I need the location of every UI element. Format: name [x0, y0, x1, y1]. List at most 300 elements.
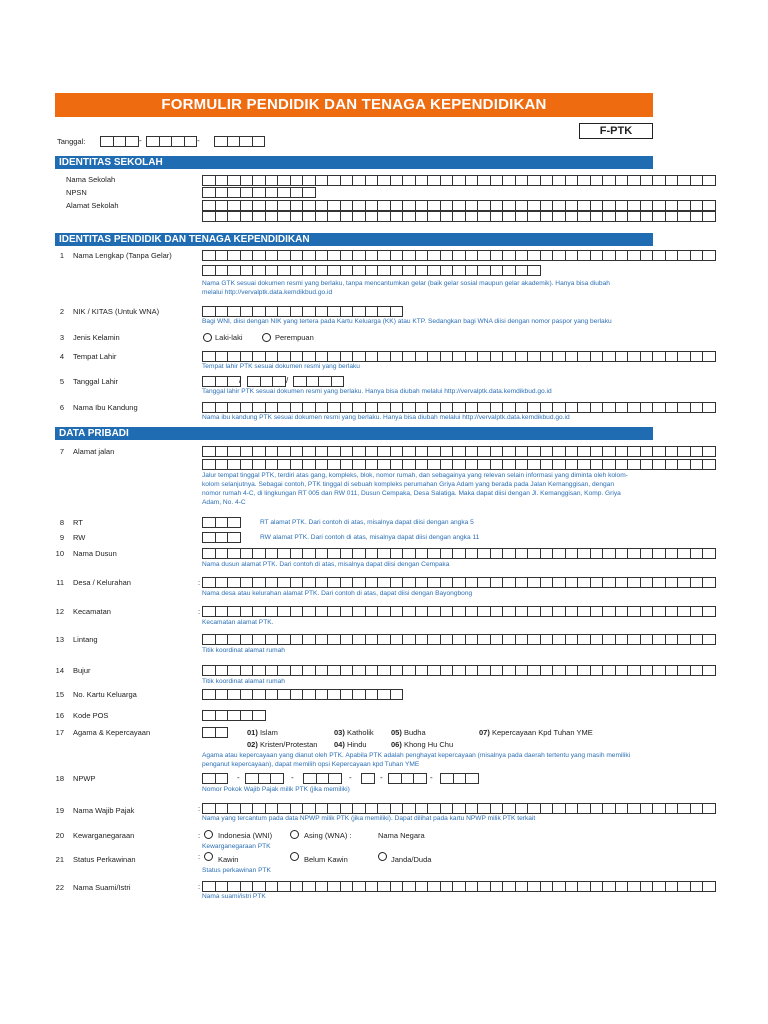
- char-box[interactable]: [652, 606, 666, 617]
- char-box[interactable]: [665, 250, 679, 261]
- char-box[interactable]: [640, 548, 654, 559]
- char-box[interactable]: [502, 402, 516, 413]
- char-box[interactable]: [327, 459, 341, 470]
- char-box[interactable]: [352, 548, 366, 559]
- char-box[interactable]: [415, 211, 429, 222]
- char-box[interactable]: [377, 634, 391, 645]
- radio-kawin[interactable]: [204, 852, 213, 861]
- char-box[interactable]: [477, 446, 491, 457]
- char-box[interactable]: [465, 773, 479, 784]
- char-box[interactable]: [390, 265, 404, 276]
- char-box[interactable]: [440, 606, 454, 617]
- char-box[interactable]: [365, 606, 379, 617]
- char-box[interactable]: [302, 689, 316, 700]
- char-box[interactable]: [577, 881, 591, 892]
- char-box[interactable]: [652, 200, 666, 211]
- char-box[interactable]: [540, 803, 554, 814]
- char-box[interactable]: [440, 402, 454, 413]
- char-box[interactable]: [515, 803, 529, 814]
- tgl-lahir-year-boxes[interactable]: [293, 376, 344, 387]
- char-box[interactable]: [640, 402, 654, 413]
- char-box[interactable]: [265, 548, 279, 559]
- char-box[interactable]: [252, 881, 266, 892]
- char-box[interactable]: [290, 265, 304, 276]
- char-box[interactable]: [215, 351, 229, 362]
- char-box[interactable]: [540, 606, 554, 617]
- char-box[interactable]: [290, 351, 304, 362]
- char-box[interactable]: [515, 402, 529, 413]
- char-box[interactable]: [652, 175, 666, 186]
- char-box[interactable]: [215, 306, 229, 317]
- char-box[interactable]: [677, 446, 691, 457]
- char-box[interactable]: [365, 351, 379, 362]
- char-box[interactable]: [427, 265, 441, 276]
- char-box[interactable]: [602, 200, 616, 211]
- char-box[interactable]: [202, 881, 216, 892]
- char-box[interactable]: [540, 351, 554, 362]
- char-box[interactable]: [265, 200, 279, 211]
- char-box[interactable]: [302, 803, 316, 814]
- char-box[interactable]: [415, 250, 429, 261]
- char-box[interactable]: [602, 634, 616, 645]
- desa-boxes[interactable]: [202, 577, 716, 588]
- tempat-lahir-boxes[interactable]: [202, 351, 716, 362]
- char-box[interactable]: [477, 402, 491, 413]
- char-box[interactable]: [365, 265, 379, 276]
- char-box[interactable]: [252, 136, 266, 147]
- char-box[interactable]: [590, 459, 604, 470]
- char-box[interactable]: [377, 250, 391, 261]
- char-box[interactable]: [402, 634, 416, 645]
- char-box[interactable]: [690, 211, 704, 222]
- char-box[interactable]: [377, 577, 391, 588]
- char-box[interactable]: [627, 606, 641, 617]
- char-box[interactable]: [452, 548, 466, 559]
- char-box[interactable]: [490, 265, 504, 276]
- char-box[interactable]: [227, 517, 241, 528]
- char-box[interactable]: [502, 803, 516, 814]
- char-box[interactable]: [402, 265, 416, 276]
- char-box[interactable]: [277, 606, 291, 617]
- char-box[interactable]: [315, 606, 329, 617]
- char-box[interactable]: [452, 250, 466, 261]
- char-box[interactable]: [240, 710, 254, 721]
- char-box[interactable]: [615, 402, 629, 413]
- char-box[interactable]: [702, 211, 716, 222]
- char-box[interactable]: [615, 548, 629, 559]
- char-box[interactable]: [502, 606, 516, 617]
- radio-wna[interactable]: [290, 830, 299, 839]
- char-box[interactable]: [665, 881, 679, 892]
- char-box[interactable]: [427, 351, 441, 362]
- char-box[interactable]: [477, 351, 491, 362]
- char-box[interactable]: [265, 402, 279, 413]
- char-box[interactable]: [318, 376, 332, 387]
- char-box[interactable]: [552, 200, 566, 211]
- char-box[interactable]: [215, 459, 229, 470]
- char-box[interactable]: [552, 548, 566, 559]
- char-box[interactable]: [552, 402, 566, 413]
- npwp-boxes-3[interactable]: [303, 773, 342, 784]
- char-box[interactable]: [415, 175, 429, 186]
- char-box[interactable]: [331, 376, 345, 387]
- char-box[interactable]: [290, 689, 304, 700]
- char-box[interactable]: [465, 606, 479, 617]
- char-box[interactable]: [215, 577, 229, 588]
- char-box[interactable]: [427, 402, 441, 413]
- char-box[interactable]: [390, 881, 404, 892]
- char-box[interactable]: [465, 200, 479, 211]
- char-box[interactable]: [477, 459, 491, 470]
- char-box[interactable]: [640, 446, 654, 457]
- char-box[interactable]: [440, 265, 454, 276]
- char-box[interactable]: [602, 446, 616, 457]
- char-box[interactable]: [590, 606, 604, 617]
- char-box[interactable]: [552, 351, 566, 362]
- char-box[interactable]: [215, 250, 229, 261]
- char-box[interactable]: [577, 665, 591, 676]
- char-box[interactable]: [465, 175, 479, 186]
- char-box[interactable]: [240, 459, 254, 470]
- char-box[interactable]: [202, 265, 216, 276]
- char-box[interactable]: [352, 881, 366, 892]
- char-box[interactable]: [390, 689, 404, 700]
- char-box[interactable]: [277, 548, 291, 559]
- char-box[interactable]: [577, 459, 591, 470]
- char-box[interactable]: [215, 200, 229, 211]
- char-box[interactable]: [327, 211, 341, 222]
- char-box[interactable]: [340, 548, 354, 559]
- char-box[interactable]: [202, 606, 216, 617]
- char-box[interactable]: [540, 175, 554, 186]
- char-box[interactable]: [365, 459, 379, 470]
- char-box[interactable]: [302, 306, 316, 317]
- char-box[interactable]: [413, 773, 427, 784]
- char-box[interactable]: [590, 665, 604, 676]
- char-box[interactable]: [277, 803, 291, 814]
- char-box[interactable]: [665, 200, 679, 211]
- char-box[interactable]: [665, 402, 679, 413]
- char-box[interactable]: [477, 577, 491, 588]
- char-box[interactable]: [502, 881, 516, 892]
- char-box[interactable]: [327, 881, 341, 892]
- char-box[interactable]: [690, 402, 704, 413]
- char-box[interactable]: [277, 200, 291, 211]
- char-box[interactable]: [302, 665, 316, 676]
- char-box[interactable]: [265, 175, 279, 186]
- char-box[interactable]: [365, 548, 379, 559]
- char-box[interactable]: [652, 881, 666, 892]
- char-box[interactable]: [677, 200, 691, 211]
- kecamatan-boxes[interactable]: [202, 606, 716, 617]
- char-box[interactable]: [240, 402, 254, 413]
- char-box[interactable]: [665, 665, 679, 676]
- char-box[interactable]: [390, 200, 404, 211]
- char-box[interactable]: [365, 803, 379, 814]
- char-box[interactable]: [427, 250, 441, 261]
- npwp-boxes-1[interactable]: [202, 773, 228, 784]
- char-box[interactable]: [615, 665, 629, 676]
- tgl-lahir-day-boxes[interactable]: [202, 376, 241, 387]
- char-box[interactable]: [290, 577, 304, 588]
- char-box[interactable]: [490, 634, 504, 645]
- char-box[interactable]: [652, 402, 666, 413]
- char-box[interactable]: [515, 548, 529, 559]
- char-box[interactable]: [465, 459, 479, 470]
- char-box[interactable]: [615, 634, 629, 645]
- char-box[interactable]: [690, 634, 704, 645]
- char-box[interactable]: [502, 265, 516, 276]
- char-box[interactable]: [452, 265, 466, 276]
- char-box[interactable]: [302, 351, 316, 362]
- char-box[interactable]: [527, 211, 541, 222]
- char-box[interactable]: [702, 459, 716, 470]
- char-box[interactable]: [702, 577, 716, 588]
- char-box[interactable]: [125, 136, 139, 147]
- char-box[interactable]: [477, 211, 491, 222]
- char-box[interactable]: [202, 376, 216, 387]
- char-box[interactable]: [453, 773, 467, 784]
- char-box[interactable]: [277, 306, 291, 317]
- char-box[interactable]: [365, 446, 379, 457]
- char-box[interactable]: [290, 548, 304, 559]
- char-box[interactable]: [265, 211, 279, 222]
- char-box[interactable]: [590, 577, 604, 588]
- char-box[interactable]: [277, 459, 291, 470]
- radio-janda-duda[interactable]: [378, 852, 387, 861]
- char-box[interactable]: [352, 606, 366, 617]
- char-box[interactable]: [452, 881, 466, 892]
- char-box[interactable]: [590, 634, 604, 645]
- char-box[interactable]: [402, 211, 416, 222]
- char-box[interactable]: [277, 265, 291, 276]
- char-box[interactable]: [365, 634, 379, 645]
- char-box[interactable]: [515, 446, 529, 457]
- char-box[interactable]: [527, 459, 541, 470]
- char-box[interactable]: [590, 402, 604, 413]
- char-box[interactable]: [515, 577, 529, 588]
- char-box[interactable]: [202, 175, 216, 186]
- char-box[interactable]: [215, 532, 229, 543]
- char-box[interactable]: [515, 606, 529, 617]
- char-box[interactable]: [227, 548, 241, 559]
- char-box[interactable]: [515, 250, 529, 261]
- char-box[interactable]: [577, 577, 591, 588]
- char-box[interactable]: [402, 200, 416, 211]
- char-box[interactable]: [227, 175, 241, 186]
- char-box[interactable]: [602, 175, 616, 186]
- char-box[interactable]: [365, 881, 379, 892]
- char-box[interactable]: [265, 689, 279, 700]
- char-box[interactable]: [540, 446, 554, 457]
- char-box[interactable]: [302, 634, 316, 645]
- npsn-boxes[interactable]: [202, 187, 316, 198]
- char-box[interactable]: [252, 265, 266, 276]
- char-box[interactable]: [202, 665, 216, 676]
- char-box[interactable]: [240, 548, 254, 559]
- char-box[interactable]: [415, 351, 429, 362]
- char-box[interactable]: [402, 577, 416, 588]
- char-box[interactable]: [252, 187, 266, 198]
- char-box[interactable]: [515, 211, 529, 222]
- char-box[interactable]: [690, 446, 704, 457]
- nama-dusun-boxes[interactable]: [202, 548, 716, 559]
- char-box[interactable]: [565, 211, 579, 222]
- char-box[interactable]: [290, 200, 304, 211]
- tgl-lahir-month-boxes[interactable]: [247, 376, 289, 387]
- char-box[interactable]: [502, 548, 516, 559]
- char-box[interactable]: [240, 689, 254, 700]
- char-box[interactable]: [215, 606, 229, 617]
- char-box[interactable]: [615, 175, 629, 186]
- char-box[interactable]: [365, 689, 379, 700]
- char-box[interactable]: [327, 265, 341, 276]
- char-box[interactable]: [215, 446, 229, 457]
- char-box[interactable]: [227, 577, 241, 588]
- lintang-boxes[interactable]: [202, 634, 716, 645]
- char-box[interactable]: [502, 577, 516, 588]
- char-box[interactable]: [202, 250, 216, 261]
- char-box[interactable]: [515, 200, 529, 211]
- nama-ibu-boxes[interactable]: [202, 402, 716, 413]
- char-box[interactable]: [615, 211, 629, 222]
- char-box[interactable]: [315, 306, 329, 317]
- char-box[interactable]: [202, 803, 216, 814]
- char-box[interactable]: [390, 402, 404, 413]
- char-box[interactable]: [390, 459, 404, 470]
- char-box[interactable]: [293, 376, 307, 387]
- char-box[interactable]: [265, 634, 279, 645]
- char-box[interactable]: [552, 881, 566, 892]
- char-box[interactable]: [452, 351, 466, 362]
- char-box[interactable]: [527, 402, 541, 413]
- char-box[interactable]: [627, 548, 641, 559]
- char-box[interactable]: [502, 211, 516, 222]
- char-box[interactable]: [465, 577, 479, 588]
- char-box[interactable]: [340, 306, 354, 317]
- char-box[interactable]: [640, 459, 654, 470]
- char-box[interactable]: [490, 211, 504, 222]
- char-box[interactable]: [702, 548, 716, 559]
- char-box[interactable]: [340, 250, 354, 261]
- char-box[interactable]: [252, 634, 266, 645]
- char-box[interactable]: [214, 136, 228, 147]
- char-box[interactable]: [490, 577, 504, 588]
- char-box[interactable]: [577, 606, 591, 617]
- char-box[interactable]: [440, 446, 454, 457]
- char-box[interactable]: [415, 265, 429, 276]
- char-box[interactable]: [377, 459, 391, 470]
- char-box[interactable]: [452, 665, 466, 676]
- char-box[interactable]: [440, 548, 454, 559]
- char-box[interactable]: [252, 606, 266, 617]
- char-box[interactable]: [415, 402, 429, 413]
- char-box[interactable]: [527, 175, 541, 186]
- char-box[interactable]: [665, 634, 679, 645]
- char-box[interactable]: [215, 881, 229, 892]
- char-box[interactable]: [615, 250, 629, 261]
- bujur-boxes[interactable]: [202, 665, 716, 676]
- char-box[interactable]: [315, 881, 329, 892]
- char-box[interactable]: [552, 803, 566, 814]
- char-box[interactable]: [565, 606, 579, 617]
- char-box[interactable]: [702, 606, 716, 617]
- char-box[interactable]: [302, 402, 316, 413]
- char-box[interactable]: [340, 803, 354, 814]
- char-box[interactable]: [390, 175, 404, 186]
- char-box[interactable]: [290, 634, 304, 645]
- char-box[interactable]: [677, 250, 691, 261]
- char-box[interactable]: [302, 548, 316, 559]
- nama-wajib-pajak-boxes[interactable]: [202, 803, 716, 814]
- char-box[interactable]: [440, 665, 454, 676]
- tanggal-day-boxes[interactable]: [100, 136, 139, 147]
- char-box[interactable]: [602, 211, 616, 222]
- char-box[interactable]: [627, 577, 641, 588]
- char-box[interactable]: [552, 577, 566, 588]
- char-box[interactable]: [577, 250, 591, 261]
- char-box[interactable]: [690, 175, 704, 186]
- char-box[interactable]: [327, 548, 341, 559]
- nama-lengkap-boxes-1[interactable]: [202, 250, 716, 261]
- char-box[interactable]: [227, 187, 241, 198]
- char-box[interactable]: [702, 351, 716, 362]
- char-box[interactable]: [577, 634, 591, 645]
- char-box[interactable]: [252, 803, 266, 814]
- char-box[interactable]: [465, 881, 479, 892]
- char-box[interactable]: [315, 200, 329, 211]
- nik-boxes[interactable]: [202, 306, 403, 317]
- char-box[interactable]: [527, 577, 541, 588]
- char-box[interactable]: [565, 665, 579, 676]
- char-box[interactable]: [690, 881, 704, 892]
- char-box[interactable]: [477, 265, 491, 276]
- char-box[interactable]: [340, 689, 354, 700]
- char-box[interactable]: [490, 175, 504, 186]
- char-box[interactable]: [415, 200, 429, 211]
- char-box[interactable]: [602, 351, 616, 362]
- char-box[interactable]: [440, 211, 454, 222]
- char-box[interactable]: [327, 446, 341, 457]
- char-box[interactable]: [215, 689, 229, 700]
- rt-boxes[interactable]: [202, 517, 241, 528]
- char-box[interactable]: [702, 634, 716, 645]
- char-box[interactable]: [652, 577, 666, 588]
- char-box[interactable]: [227, 211, 241, 222]
- char-box[interactable]: [365, 402, 379, 413]
- char-box[interactable]: [202, 459, 216, 470]
- char-box[interactable]: [502, 665, 516, 676]
- char-box[interactable]: [502, 200, 516, 211]
- alamat-sekolah-boxes-1[interactable]: [202, 200, 716, 211]
- char-box[interactable]: [502, 459, 516, 470]
- char-box[interactable]: [615, 881, 629, 892]
- char-box[interactable]: [552, 175, 566, 186]
- char-box[interactable]: [365, 250, 379, 261]
- char-box[interactable]: [390, 548, 404, 559]
- char-box[interactable]: [215, 665, 229, 676]
- char-box[interactable]: [615, 446, 629, 457]
- char-box[interactable]: [240, 577, 254, 588]
- char-box[interactable]: [252, 459, 266, 470]
- char-box[interactable]: [590, 175, 604, 186]
- char-box[interactable]: [290, 250, 304, 261]
- char-box[interactable]: [465, 548, 479, 559]
- char-box[interactable]: [302, 459, 316, 470]
- char-box[interactable]: [702, 402, 716, 413]
- char-box[interactable]: [665, 446, 679, 457]
- char-box[interactable]: [202, 577, 216, 588]
